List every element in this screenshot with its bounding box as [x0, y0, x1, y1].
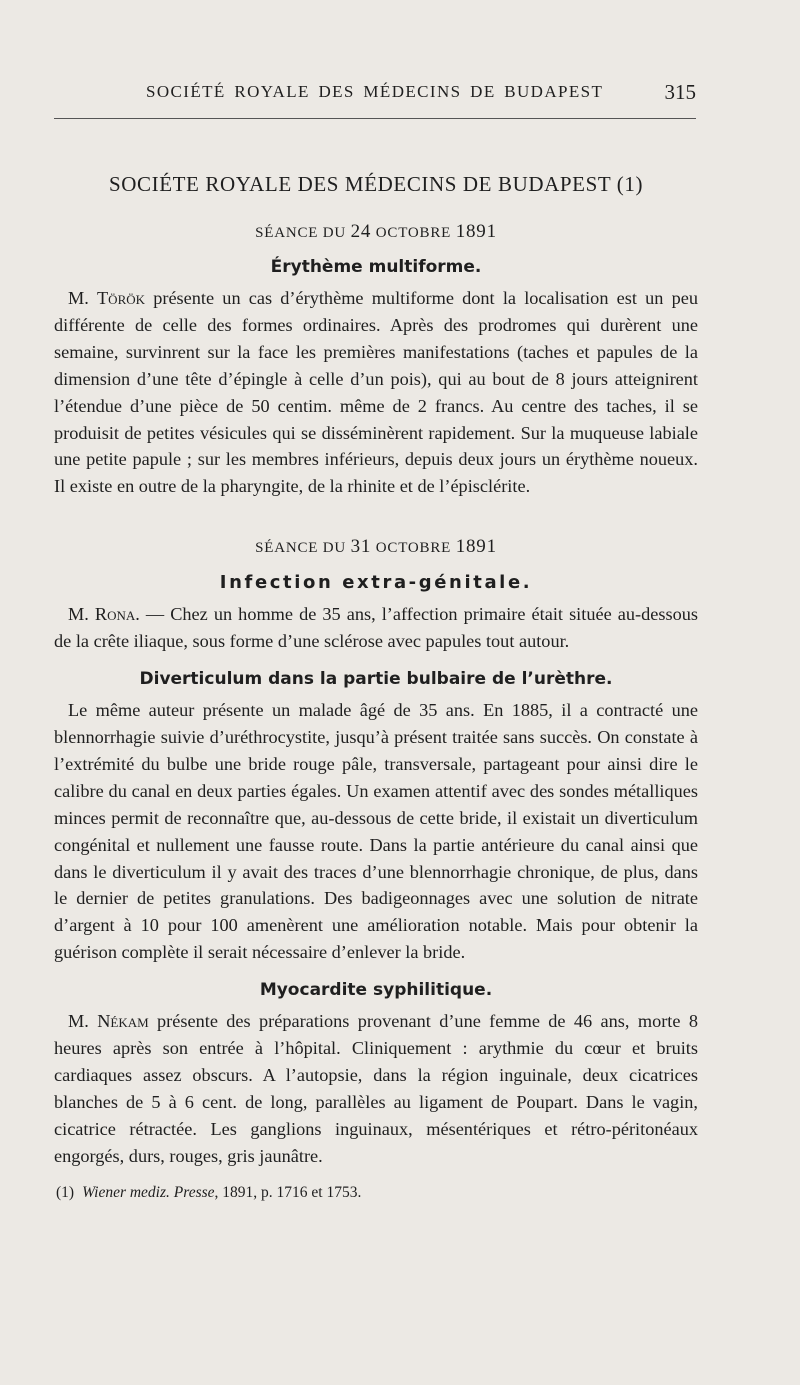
paragraph-text: . — Chez un homme de 35 ans, l’affection primaire était située au-dessous de la crête iliaque, sous forme d’une sclérose avec papules tout autour. — [54, 604, 698, 652]
session-year: 1891 — [455, 221, 497, 242]
session-prefix: SÉANCE DU — [255, 540, 347, 557]
session-month: OCTOBRE — [375, 225, 452, 241]
section-heading-erytheme: Érythème multiforme. — [270, 257, 482, 277]
paragraph-erytheme: M. Török présente un cas d’érythème multiforme dont la localisation est un peu différente de celle des formes ordinaires. Après des prodromes qui durèrent une semaine, survinrent sur la face les premières manifestations (taches et papules de la dimension d’une tête d’épingle à celle d’un pois), qui au bout de 8 jours atteignirent l’étendue d’une pièce de 50 centim. même de 2 francs. Au centre des taches, il se produisit de petites vésicules qui se disséminèrent rapidement. Sur la muqueuse labiale une petite papule ; sur les membres inférieurs, depuis deux jours un érythème noueux. Il existe en outre de la pharyngite, de la rhinite et de l’épisclérite. — [54, 288, 698, 497]
author-name: Rona — [94, 604, 136, 625]
page-number: 315 — [664, 80, 696, 104]
session-date-1 — [54, 221, 698, 243]
session-prefix: SÉANCE DU — [255, 225, 347, 241]
section-heading-diverticulum: Diverticulum dans la partie bulbaire de l’urèthre. — [139, 669, 613, 690]
session-year: 1891 — [455, 536, 497, 558]
society-title: SOCIÉTE ROYALE DES MÉDECINS DE BUDAPEST (1) — [108, 172, 644, 196]
running-title: SOCIÉTÉ ROYALE DES MÉDECINS DE BUDAPEST — [146, 82, 604, 101]
paragraph-text: présente un cas d’érythème multiforme dont la localisation est un peu différente de celle des formes ordinaires. Après des prodromes qui durèrent une semaine, survinrent sur la face les premières manifestations (taches et papules de la dimension d’une tête d’épingle à celle d’un pois), qui au bout de 8 jours atteignirent l’étendue d’une pièce de 50 centim. même de 2 francs. Au centre des taches, il se produisit de petites vésicules qui se disséminèrent rapidement. Sur la muqueuse labiale une petite papule ; sur les membres inférieurs, depuis deux jours un érythème noueux. Il existe en outre de la pharyngite, de la rhinite et de l’épisclérite. — [54, 288, 698, 497]
paragraph-myocardite: M. Nékam présente des préparations provenant d’une femme de 46 ans, morte 8 heures après son entrée à l’hôpital. Cliniquement : arythmie du cœur et bruits cardiaques assez obscurs. A l’autopsie, dans la région inguinale, deux cicatrices blanches de 5 à 6 cent. de long, parallèles au ligament de Poupart. Dans le vagin, cicatrice rétractée. Les ganglions inguinaux, mésentériques et rétro-péritonéaux engorgés, durs, rouges, gris jaunâtre. — [54, 1011, 698, 1166]
paragraph-text: présente des préparations provenant d’une femme de 46 ans, morte 8 heures après son entrée à l’hôpital. Cliniquement : arythmie du cœur et bruits cardiaques assez obscurs. A l’autopsie, dans la région inguinale, deux cicatrices blanches de 5 à 6 cent. de long, parallèles au ligament de Poupart. Dans le vagin, cicatrice rétractée. Les ganglions inguinaux, mésentériques et rétro-péritonéaux engorgés, durs, rouges, gris jaunâtre. — [54, 1011, 698, 1166]
author-name: Nékam — [97, 1011, 149, 1032]
session-day: 31 — [350, 536, 372, 558]
article-body — [54, 172, 698, 1202]
paragraph-infection: M. Rona. — Chez un homme de 35 ans, l’affection primaire était située au-dessous de la crête iliaque, sous forme d’une sclérose avec papules tout autour. — [54, 604, 698, 652]
footnote — [54, 1184, 698, 1202]
session-date-2 — [54, 536, 698, 558]
author-name: Török — [97, 288, 146, 308]
section-heading-infection: Infection extra-génitale. — [219, 572, 533, 594]
section-heading-myocardite: Myocardite syphilitique. — [259, 980, 493, 1001]
session-day: 24 — [350, 221, 372, 242]
footnote-marker: (1) — [56, 1183, 75, 1201]
footnote-source: Wiener mediz. Presse — [82, 1183, 215, 1201]
paragraph-diverticulum: Le même auteur présente un malade âgé de 35 ans. En 1885, il a contracté une blennorrhagie suivie d’uréthrocystite, jusqu’à présent traitée sans succès. On constate à l’extrémité du bulbe une bride rouge pâle, transversale, partageant pour ainsi dire le calibre du canal en deux parties égales. Un examen attentif avec des sondes métalliques minces permit de reconnaître que, au-dessous de cette bride, il existait un diverticulum congénital et nullement une fausse route. Dans la partie antérieure du canal ainsi que dans le diverticulum il y avait des traces d’une blennorrhagie chronique, de plus, dans le dernier de petites granulations. Des badigeonnages avec une solution de nitrate d’argent à 10 pour 100 amenèrent une amélioration notable. Mais pour obtenir la guérison complète il serait nécessaire d’enlever la bride. — [54, 700, 698, 963]
running-header — [54, 82, 696, 112]
footnote-rest: , 1891, p. 1716 et 1753. — [214, 1183, 362, 1201]
header-rule — [54, 118, 696, 119]
session-month: OCTOBRE — [375, 540, 452, 557]
